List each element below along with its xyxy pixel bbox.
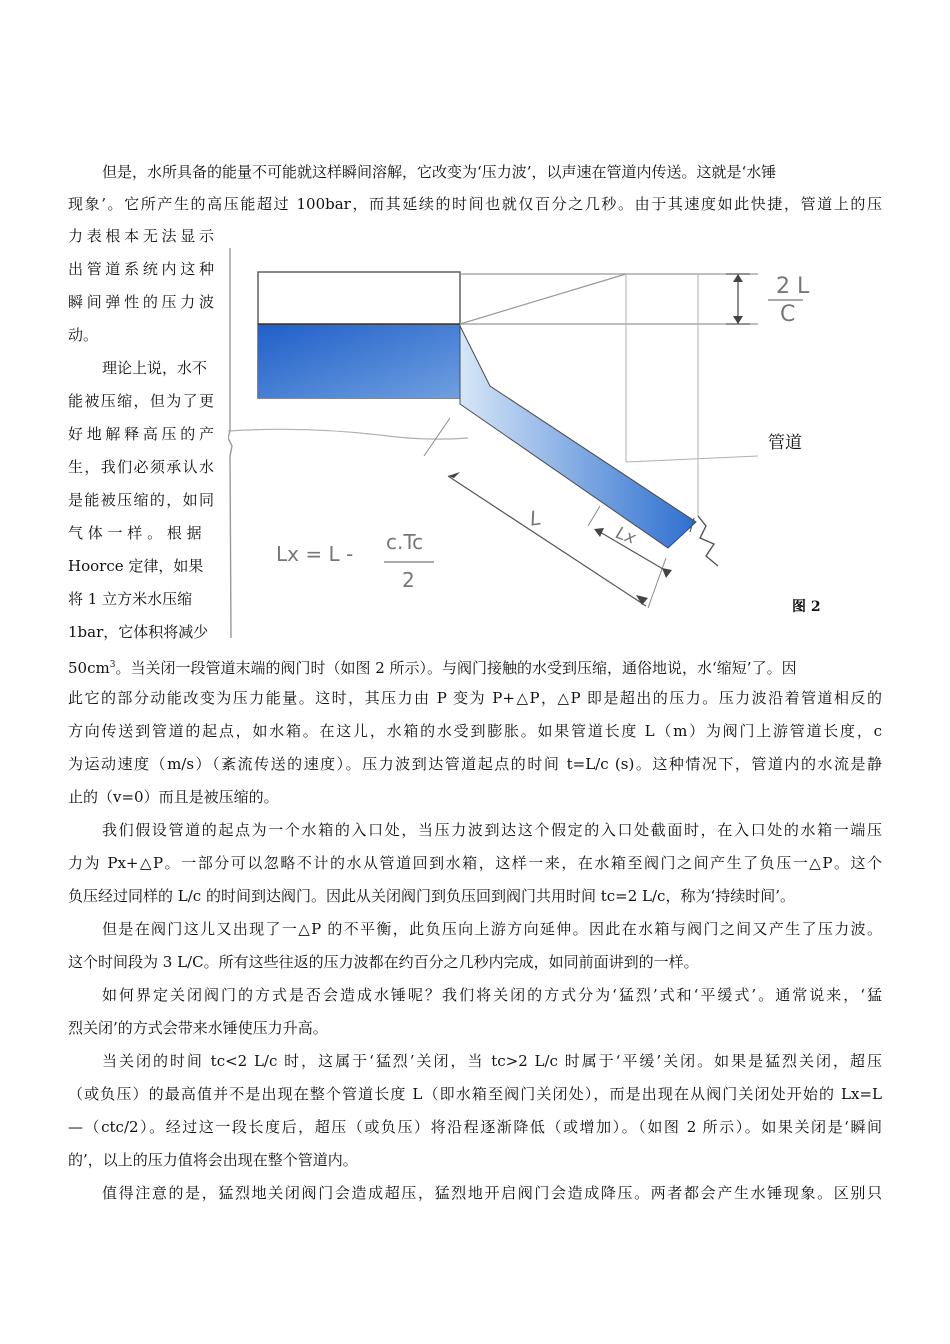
figure-2: [228, 226, 888, 638]
para2-col-line2: 能被压缩，但为了更: [68, 392, 214, 410]
para4-line2: 这个时间段为 3 L/C。所有这些往返的压力波都在约百分之几秒内完成，如同前面讲到的一样。: [68, 953, 699, 971]
para5-line1: 如何界定关闭阀门的方式是否会造成水锤呢？我们将关闭的方式分为‘猛烈’式和‘平缓式’。通常说来，‘猛: [102, 986, 882, 1004]
horizontal-ref-line: [626, 456, 758, 462]
valve-icon: [698, 516, 718, 566]
para2-line-b: 此它的部分动能改变为压力能量。这时，其压力由 P 变为 P+△P，△P 即是超出的压力。压力波沿着管道相反的: [68, 689, 882, 707]
para2-line-e: 止的（v=0）而且是被压缩的。: [68, 788, 279, 806]
para6-line4: 的’，以上的压力值将会出现在整个管道内。: [68, 1151, 358, 1169]
para1-col-line3: 瞬间弹性的压力波: [68, 293, 214, 311]
para2-col-line6: 气 体 一 样 。 根 据: [68, 524, 202, 542]
para3-line3: 负压经过同样的 L/c 的时间到达阀门。因此从关闭阀门到负压回到阀门共用时间 tc=2 L/c，称为‘持续时间’。: [68, 887, 795, 905]
para3-line1: 我们假设管道的起点为一个水箱的入口处，当压力波到达这个假定的入口处截面时，在入口处的水箱一端压: [102, 821, 882, 839]
para2-col-line7: Hoorce 定律，如果: [68, 557, 204, 575]
para1-line2: 现象’。它所产生的高压能超过 100bar，而其延续的时间也就仅百分之几秒。由于其速度如此快捷，管道上的压: [68, 195, 882, 213]
para2-line-a-post: 。当关闭一段管道末端的阀门时（如图 2 所示）。与阀门接触的水受到压缩，通俗地说，水‘缩短’了。因: [115, 659, 797, 677]
para5-line2: 烈关闭’的方式会带来水锤使压力升高。: [68, 1019, 328, 1037]
ground-line: [228, 429, 468, 439]
pipe-label: 管道: [768, 433, 802, 453]
L-label: L: [528, 505, 543, 531]
para6-line3: —（ctc/2）。经过这一段长度后，超压（或负压）将沿程逐渐降低（或增加）。（如图 2 所示）。如果关闭是‘瞬间: [68, 1118, 882, 1136]
left-wall-line: [228, 248, 232, 638]
para6-line2: （或负压）的最高值并不是出现在整个管道长度 L（即水箱至阀门关闭处），而是出现在从阀门关闭处开始的 Lx=L: [68, 1085, 882, 1103]
para4-line1: 但是在阀门这儿又出现了一△P 的不平衡，此负压向上游方向延伸。因此在水箱与阀门之间又产生了压力波。: [102, 920, 882, 938]
para2-col-line9: 1bar，它体积将减少: [68, 623, 209, 641]
para2-line-a: [68, 655, 882, 678]
dim-2lc-top: 2 L: [776, 274, 810, 299]
para1-col-line4: 动。: [68, 326, 99, 344]
para2-line-d: 为运动速度（m/s）（紊流传送的速度）。压力波到达管道起点的时间 t=L/c (s)。这种情况下，管道内的水流是静: [68, 755, 882, 773]
dim-2lc-bottom: C: [780, 302, 796, 327]
formula-denominator: 2: [402, 568, 415, 592]
para1-col-line1: 力表根本无法显示: [68, 227, 214, 245]
formula-numerator: c.Tc: [386, 530, 424, 554]
para2-col-line1: 理论上说，水不: [102, 359, 208, 377]
para2-col-line5: 是能被压缩的，如同: [68, 491, 214, 509]
para7-line1: 值得注意的是，猛烈地关闭阀门会造成超压，猛烈地开启阀门会造成降压。两者都会产生水锤现象。区别只: [102, 1184, 882, 1202]
para2-line-a-sup: 3: [109, 660, 116, 670]
para1-line1: 但是，水所具备的能量不可能就这样瞬间溶解，它改变为‘压力波’，以声速在管道内传送。这就是‘水锤: [102, 163, 777, 181]
para2-line-a-pre: 50cm: [68, 659, 110, 677]
tank-water: [258, 324, 460, 398]
para1-col-line2: 出管道系统内这种: [68, 260, 214, 278]
Lx-label: Lx: [613, 523, 639, 549]
para2-col-line4: 生，我们必须承认水: [68, 458, 214, 476]
formula-left: Lx = L -: [276, 542, 354, 566]
para2-col-line8: 将 1 立方米水压缩: [68, 590, 193, 608]
para6-line1: 当关闭的时间 tc<2 L/c 时，这属于‘猛烈’关闭，当 tc>2 L/c 时属于‘平缓’关闭。如果是猛烈关闭，超压: [102, 1052, 882, 1070]
para2-line-c: 方向传送到管道的起点，如水箱。在这儿，水箱的水受到膨胀。如果管道长度 L（m）为阀门上游管道长度，c: [68, 722, 882, 740]
figure-caption: 图 2: [792, 599, 821, 615]
para3-line2: 力为 Px+△P。一部分可以忽略不计的水从管道回到水箱，这样一来，在水箱至阀门之间产生了负压一△P。这个: [68, 854, 882, 872]
pipe-water: [460, 326, 696, 548]
pressure-line-top: [460, 274, 626, 324]
para2-col-line3: 好地解释高压的产: [68, 425, 214, 443]
